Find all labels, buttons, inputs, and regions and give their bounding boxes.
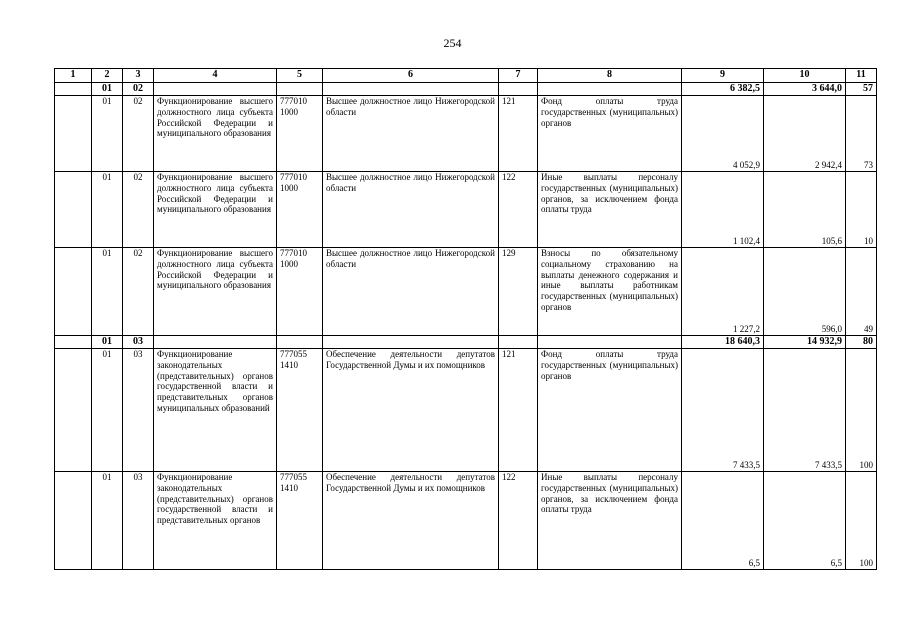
article-name: Высшее должностное лицо Нижегородской области [323,96,499,172]
table-row [55,349,877,472]
subsection-name: Функционирование законодательных (представительных) органов государственной власти и представительных органов [154,472,277,570]
expense-type: 121 [499,349,538,472]
table-row [55,248,877,336]
column-header: 6 [323,69,499,83]
actual-amount: 7 433,5 [764,349,846,472]
header-row [55,69,877,83]
percent: 73 [846,96,877,172]
column-header: 9 [682,69,764,83]
subsection-code: 03 [123,472,154,570]
column-header: 11 [846,69,877,83]
subsection-code: 03 [123,349,154,472]
column-header: 2 [92,69,123,83]
plan-amount: 4 052,9 [682,96,764,172]
target-article: 777010 1000 [277,248,323,336]
section-code: 01 [92,96,123,172]
actual-amount: 105,6 [764,172,846,248]
budget-table [54,68,877,570]
actual-amount: 6,5 [764,472,846,570]
section-code: 01 [92,349,123,472]
column-header: 7 [499,69,538,83]
plan-amount: 7 433,5 [682,349,764,472]
column-header: 5 [277,69,323,83]
subsection-code: 02 [123,83,154,96]
expense-type-name: Иные выплаты персоналу государственных (муниципальных) органов, за исключением фонда оплаты труда [538,172,682,248]
percent: 80 [846,336,877,349]
subtotal-row [55,336,877,349]
expense-type: 122 [499,172,538,248]
column-header: 10 [764,69,846,83]
expense-type: 129 [499,248,538,336]
page-number: 254 [443,36,462,50]
expense-type-name: Взносы по обязательному социальному страхованию на выплаты денежного содержания и иные выплаты работникам государственных (муниципальных) органов [538,248,682,336]
subsection-name: Функционирование высшего должностного лица субъекта Российской Федерации и муниципального образования [154,96,277,172]
plan-amount: 18 640,3 [682,336,764,349]
expense-type-name: Иные выплаты персоналу государственных (муниципальных) органов, за исключением фонда оплаты труда [538,472,682,570]
plan-amount: 6,5 [682,472,764,570]
percent: 10 [846,172,877,248]
expense-type: 122 [499,472,538,570]
column-header: 1 [55,69,92,83]
article-name: Высшее должностное лицо Нижегородской области [323,248,499,336]
subsection-code: 02 [123,96,154,172]
subsection-name: Функционирование высшего должностного лица субъекта Российской Федерации и муниципального образования [154,248,277,336]
column-header: 4 [154,69,277,83]
section-code: 01 [92,472,123,570]
section-code: 01 [92,172,123,248]
actual-amount: 3 644,0 [764,83,846,96]
expense-type-name: Фонд оплаты труда государственных (муниципальных) органов [538,96,682,172]
table-row [55,172,877,248]
plan-amount: 1 227,2 [682,248,764,336]
subsection-code: 02 [123,172,154,248]
subtotal-row [55,83,877,96]
expense-type-name: Фонд оплаты труда государственных (муниципальных) органов [538,349,682,472]
target-article: 777055 1410 [277,472,323,570]
section-code: 01 [92,336,123,349]
column-header: 3 [123,69,154,83]
column-header: 8 [538,69,682,83]
actual-amount: 14 932,9 [764,336,846,349]
actual-amount: 2 942,4 [764,96,846,172]
subsection-code: 03 [123,336,154,349]
plan-amount: 6 382,5 [682,83,764,96]
subsection-name: Функционирование высшего должностного лица субъекта Российской Федерации и муниципального образования [154,172,277,248]
percent: 49 [846,248,877,336]
target-article: 777055 1410 [277,349,323,472]
section-code: 01 [92,248,123,336]
section-code: 01 [92,83,123,96]
article-name: Обеспечение деятельности депутатов Государственной Думы и их помощников [323,472,499,570]
percent: 100 [846,349,877,472]
percent: 57 [846,83,877,96]
expense-type: 121 [499,96,538,172]
target-article: 777010 1000 [277,96,323,172]
table-row [55,96,877,172]
article-name: Обеспечение деятельности депутатов Государственной Думы и их помощников [323,349,499,472]
article-name: Высшее должностное лицо Нижегородской области [323,172,499,248]
target-article: 777010 1000 [277,172,323,248]
subsection-code: 02 [123,248,154,336]
percent: 100 [846,472,877,570]
actual-amount: 596,0 [764,248,846,336]
table-row [55,472,877,570]
plan-amount: 1 102,4 [682,172,764,248]
subsection-name: Функционирование законодательных (представительных) органов государственной власти и представительных органов муниципальных образований [154,349,277,472]
